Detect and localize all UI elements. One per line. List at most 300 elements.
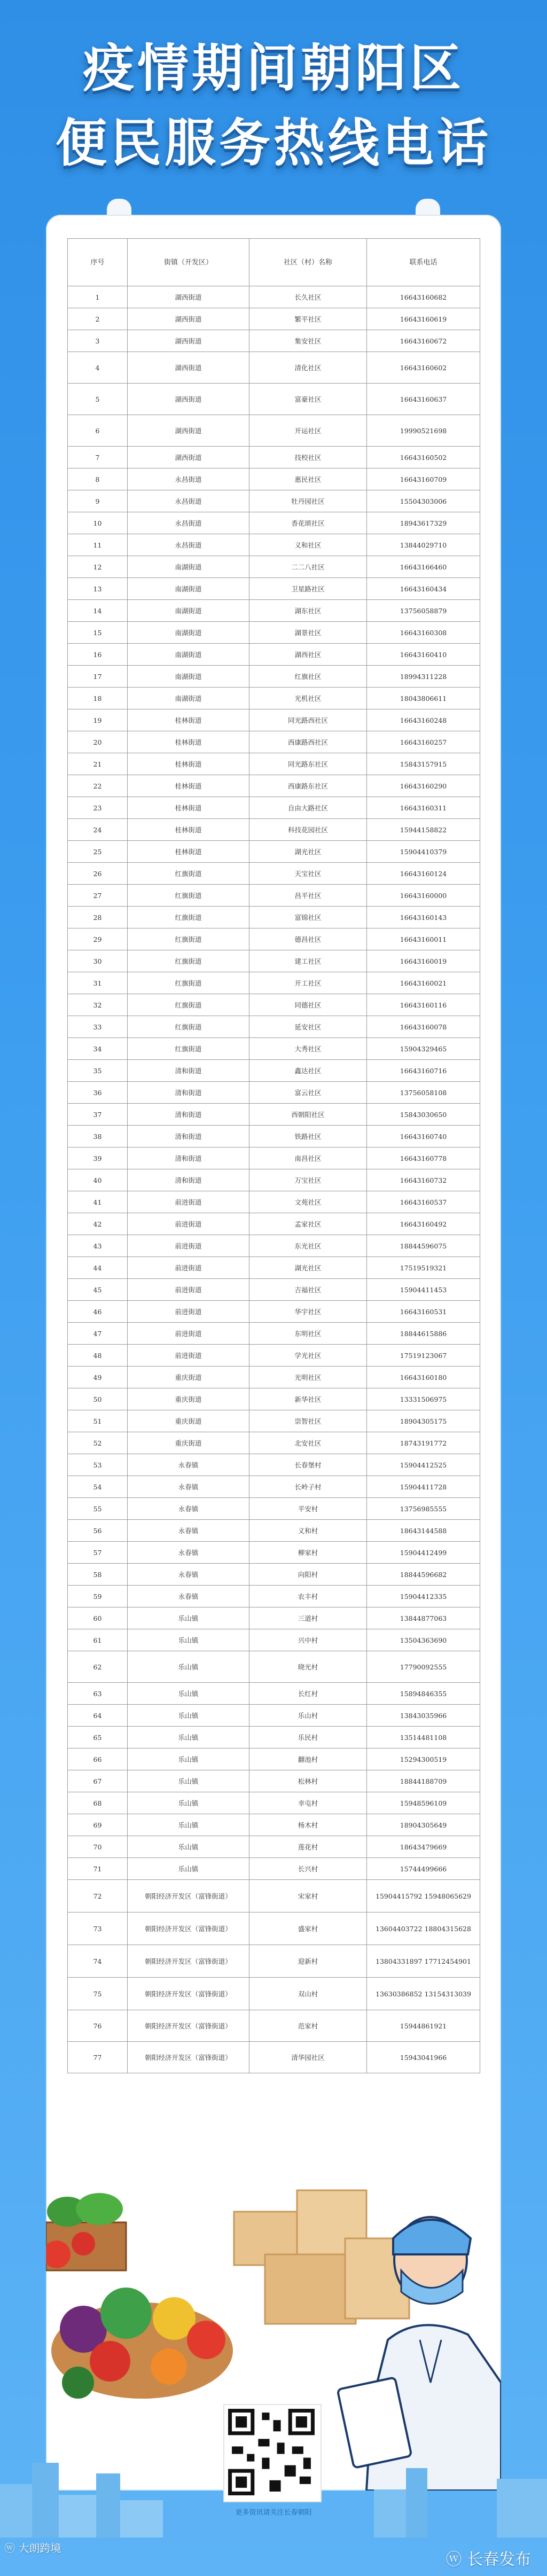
table-row [68,1191,480,1213]
subdistrict-cell: 南湖街道 [128,666,249,688]
phone-cell: 16643160143 [367,907,480,928]
row-number-cell: 37 [68,1104,128,1126]
community-cell: 自由大路社区 [249,797,367,819]
row-number-cell: 13 [68,578,128,600]
row-number-cell: 20 [68,731,128,753]
phone-cell: 17519519321 [367,1257,480,1279]
table-row [68,819,480,841]
phone-cell: 15904415792 15948065629 [367,1880,480,1913]
row-number-cell: 47 [68,1323,128,1345]
community-cell: 柳家村 [249,1542,367,1564]
community-cell: 迎新村 [249,1945,367,1978]
row-number-cell: 30 [68,950,128,972]
table-row [68,1388,480,1410]
phone-cell: 19990521698 [367,415,480,447]
row-number-cell: 29 [68,928,128,950]
subdistrict-cell: 重庆街道 [128,1388,249,1410]
community-cell: 富锦社区 [249,907,367,928]
community-cell: 香花颂社区 [249,512,367,534]
subdistrict-cell: 南湖街道 [128,556,249,578]
subdistrict-cell: 前进街道 [128,1191,249,1213]
community-cell: 红旗社区 [249,666,367,688]
community-cell: 义和社区 [249,534,367,556]
community-cell: 杨木村 [249,1814,367,1836]
row-number-cell: 71 [68,1858,128,1880]
phone-cell: 13804331897 17712454901 [367,1945,480,1978]
table-row [68,1345,480,1367]
phone-cell: 18743191772 [367,1432,480,1454]
subdistrict-cell: 朝阳经济开发区（富锋街道） [128,1880,249,1913]
table-row [68,384,480,415]
row-number-cell: 64 [68,1705,128,1727]
subdistrict-cell: 桂林街道 [128,709,249,731]
phone-cell: 16643160492 [367,1213,480,1235]
phone-cell: 15948596109 [367,1792,480,1814]
phone-cell: 16643160637 [367,384,480,415]
table-row [68,753,480,775]
community-cell: 农丰村 [249,1586,367,1607]
row-number-cell: 51 [68,1410,128,1432]
table-row [68,1367,480,1388]
subdistrict-cell: 永昌街道 [128,534,249,556]
community-cell: 向阳村 [249,1564,367,1586]
phone-cell: 13756058879 [367,600,480,622]
watermark-left: ⓦ 大朗跨境 [4,2542,61,2555]
subdistrict-cell: 红旗街道 [128,907,249,928]
table-row [68,1432,480,1454]
subdistrict-cell: 乐山镇 [128,1727,249,1748]
subdistrict-cell: 红旗街道 [128,928,249,950]
subdistrict-cell: 永春镇 [128,1564,249,1586]
community-cell: 湖景社区 [249,622,367,644]
table-row [68,1564,480,1586]
table-row [68,907,480,928]
phone-cell: 16643160021 [367,972,480,994]
community-cell: 西康路西社区 [249,731,367,753]
page-title-line1: 疫情期间朝阳区 [83,38,464,98]
table-row [68,1683,480,1705]
subdistrict-cell: 湖西街道 [128,352,249,384]
community-cell: 富豪社区 [249,384,367,415]
community-cell: 科技花园社区 [249,819,367,841]
community-cell: 晓光村 [249,1651,367,1683]
table-row [68,863,480,885]
phone-cell: 16643160537 [367,1191,480,1213]
community-cell: 乐民村 [249,1727,367,1748]
subdistrict-cell: 清和街道 [128,1104,249,1126]
table-row [68,1410,480,1432]
community-cell: 长岭子村 [249,1476,367,1498]
community-cell: 铁路社区 [249,1126,367,1148]
community-cell: 东明社区 [249,1323,367,1345]
subdistrict-cell: 永春镇 [128,1454,249,1476]
watermark-right: ⓦ 长春发布 [446,2550,531,2569]
community-cell: 卫星路社区 [249,578,367,600]
page-title-line2: 便民服务热线电话 [56,113,491,173]
subdistrict-cell: 前进街道 [128,1323,249,1345]
row-number-cell: 16 [68,644,128,666]
table-row [68,950,480,972]
phone-cell: 16643160248 [367,709,480,731]
qr-code-icon [224,2405,318,2499]
community-cell: 湖光社区 [249,841,367,863]
phone-cell: 13844029710 [367,534,480,556]
table-row [68,928,480,950]
vegetable-basket [51,2288,233,2399]
row-number-cell: 12 [68,556,128,578]
community-cell: 华宇社区 [249,1301,367,1323]
community-cell: 北安社区 [249,1432,367,1454]
table-row [68,1978,480,2010]
phone-cell: 15904411728 [367,1476,480,1498]
community-cell: 富云社区 [249,1082,367,1104]
community-cell: 长红村 [249,1683,367,1705]
phone-cell: 15904329465 [367,1038,480,1060]
community-cell: 天宝社区 [249,863,367,885]
row-number-cell: 14 [68,600,128,622]
community-cell: 西朝阳社区 [249,1104,367,1126]
row-number-cell: 25 [68,841,128,863]
phone-cell: 18994311228 [367,666,480,688]
phone-cell: 13504363690 [367,1629,480,1651]
community-cell: 长兴村 [249,1858,367,1880]
row-number-cell: 7 [68,447,128,469]
table-row [68,1880,480,1913]
table-row [68,1454,480,1476]
phone-cell: 18943617329 [367,512,480,534]
phone-cell: 15744499666 [367,1858,480,1880]
table-row [68,1814,480,1836]
table-row [68,1169,480,1191]
table-row [68,1792,480,1814]
community-cell: 同光路东社区 [249,753,367,775]
community-cell: 建工社区 [249,950,367,972]
table-row [68,709,480,731]
community-cell: 二二八社区 [249,556,367,578]
phone-cell: 15843030650 [367,1104,480,1126]
subdistrict-cell: 前进街道 [128,1301,249,1323]
subdistrict-cell: 乐山镇 [128,1814,249,1836]
table-row [68,1104,480,1126]
table-row [68,2010,480,2042]
row-number-cell: 28 [68,907,128,928]
subdistrict-cell: 前进街道 [128,1235,249,1257]
row-number-cell: 42 [68,1213,128,1235]
row-number-cell: 2 [68,308,128,330]
row-number-cell: 43 [68,1235,128,1257]
row-number-cell: 50 [68,1388,128,1410]
community-cell: 湖东社区 [249,600,367,622]
subdistrict-cell: 南湖街道 [128,578,249,600]
row-number-cell: 32 [68,994,128,1016]
community-cell: 牡丹园社区 [249,490,367,512]
table-row [68,1126,480,1148]
phone-cell: 16643160290 [367,775,480,797]
subdistrict-cell: 乐山镇 [128,1792,249,1814]
phone-cell: 15843157915 [367,753,480,775]
subdistrict-cell: 朝阳经济开发区（富锋街道） [128,1978,249,2010]
community-cell: 双山村 [249,1978,367,2010]
subdistrict-cell: 乐山镇 [128,1705,249,1727]
subdistrict-cell: 南湖街道 [128,600,249,622]
subdistrict-cell: 乐山镇 [128,1748,249,1770]
phone-cell: 17790092555 [367,1651,480,1683]
community-cell: 盛家村 [249,1913,367,1945]
phone-cell: 15904410379 [367,841,480,863]
community-cell: 吉福社区 [249,1279,367,1301]
community-cell: 幸屯村 [249,1792,367,1814]
table-row [68,1279,480,1301]
table-row [68,415,480,447]
community-cell: 三道村 [249,1607,367,1629]
community-cell: 孟家社区 [249,1213,367,1235]
row-number-cell: 46 [68,1301,128,1323]
phone-cell: 16643160619 [367,308,480,330]
table-row [68,1213,480,1235]
table-row [68,1038,480,1060]
table-row [68,600,480,622]
row-number-cell: 68 [68,1792,128,1814]
row-number-cell: 74 [68,1945,128,1978]
hotline-table [67,238,480,2073]
community-cell: 学光社区 [249,1345,367,1367]
row-number-cell: 60 [68,1607,128,1629]
community-cell: 万宝社区 [249,1169,367,1191]
phone-cell: 16643160709 [367,469,480,490]
phone-cell: 16643160531 [367,1301,480,1323]
row-number-cell: 22 [68,775,128,797]
vegetable-crate [46,2193,126,2270]
table-row [68,1858,480,1880]
subdistrict-cell: 桂林街道 [128,753,249,775]
community-cell: 平安村 [249,1498,367,1520]
subdistrict-cell: 湖西街道 [128,308,249,330]
community-cell: 翻池村 [249,1748,367,1770]
table-row [68,885,480,907]
table-row [68,534,480,556]
phone-cell: 16643160180 [367,1367,480,1388]
community-cell: 松林村 [249,1770,367,1792]
subdistrict-cell: 湖西街道 [128,415,249,447]
phone-cell: 15894846355 [367,1683,480,1705]
subdistrict-cell: 永春镇 [128,1586,249,1607]
community-cell: 宋家村 [249,1880,367,1913]
community-cell: 范家村 [249,2010,367,2042]
community-cell: 光明社区 [249,1367,367,1388]
community-cell: 崇智社区 [249,1410,367,1432]
row-number-cell: 77 [68,2042,128,2073]
table-row [68,447,480,469]
subdistrict-cell: 桂林街道 [128,731,249,753]
community-cell: 开运社区 [249,415,367,447]
row-number-cell: 61 [68,1629,128,1651]
community-cell: 长久社区 [249,286,367,308]
table-row [68,1913,480,1945]
subdistrict-cell: 乐山镇 [128,1858,249,1880]
row-number-cell: 73 [68,1913,128,1945]
table-row [68,1727,480,1748]
phone-cell: 16643160410 [367,644,480,666]
phone-cell: 18844615886 [367,1323,480,1345]
phone-cell: 18844188709 [367,1770,480,1792]
community-cell: 乐山村 [249,1705,367,1727]
subdistrict-cell: 重庆街道 [128,1367,249,1388]
row-number-cell: 33 [68,1016,128,1038]
phone-cell: 13331506975 [367,1388,480,1410]
table-row [68,2042,480,2073]
community-cell: 同光路西社区 [249,709,367,731]
subdistrict-cell: 乐山镇 [128,1607,249,1629]
row-number-cell: 3 [68,330,128,352]
subdistrict-cell: 湖西街道 [128,447,249,469]
row-number-cell: 56 [68,1520,128,1542]
table-row [68,1542,480,1564]
row-number-cell: 48 [68,1345,128,1367]
phone-cell: 13514481108 [367,1727,480,1748]
community-cell: 同德社区 [249,994,367,1016]
table-row [68,1257,480,1279]
row-number-cell: 57 [68,1542,128,1564]
phone-cell: 15504303006 [367,490,480,512]
row-number-cell: 65 [68,1727,128,1748]
phone-cell: 16643160116 [367,994,480,1016]
row-number-cell: 55 [68,1498,128,1520]
delivery-boxes [234,2190,409,2324]
row-number-cell: 4 [68,352,128,384]
table-row [68,1586,480,1607]
subdistrict-cell: 桂林街道 [128,819,249,841]
subdistrict-cell: 永春镇 [128,1498,249,1520]
phone-cell: 16643160502 [367,447,480,469]
table-row [68,622,480,644]
community-cell: 延安社区 [249,1016,367,1038]
row-number-cell: 5 [68,384,128,415]
community-cell: 昌平社区 [249,885,367,907]
table-row [68,1748,480,1770]
community-cell: 集安社区 [249,330,367,352]
community-cell: 莲花村 [249,1836,367,1858]
table-row [68,512,480,534]
community-cell: 技校社区 [249,447,367,469]
row-number-cell: 35 [68,1060,128,1082]
table-row [68,1016,480,1038]
phone-cell: 16643160740 [367,1126,480,1148]
row-number-cell: 67 [68,1770,128,1792]
subdistrict-cell: 前进街道 [128,1213,249,1235]
subdistrict-cell: 清和街道 [128,1126,249,1148]
row-number-cell: 41 [68,1191,128,1213]
table-row [68,1836,480,1858]
row-number-cell: 36 [68,1082,128,1104]
table-row [68,1082,480,1104]
phone-cell: 16643160011 [367,928,480,950]
column-header: 社区（村）名称 [249,239,367,286]
subdistrict-cell: 乐山镇 [128,1683,249,1705]
table-row [68,644,480,666]
row-number-cell: 62 [68,1651,128,1683]
subdistrict-cell: 清和街道 [128,1169,249,1191]
table-row [68,1235,480,1257]
row-number-cell: 69 [68,1814,128,1836]
subdistrict-cell: 朝阳经济开发区（富锋街道） [128,2042,249,2073]
subdistrict-cell: 南湖街道 [128,688,249,709]
row-number-cell: 21 [68,753,128,775]
phone-cell: 16643160308 [367,622,480,644]
row-number-cell: 76 [68,2010,128,2042]
row-number-cell: 70 [68,1836,128,1858]
phone-cell: 15904412335 [367,1586,480,1607]
community-cell: 东光社区 [249,1235,367,1257]
table-row [68,1607,480,1629]
community-cell: 新华社区 [249,1388,367,1410]
community-cell: 繁平社区 [249,308,367,330]
community-cell: 义和村 [249,1520,367,1542]
row-number-cell: 18 [68,688,128,709]
phone-cell: 15904412525 [367,1454,480,1476]
table-row [68,556,480,578]
subdistrict-cell: 朝阳经济开发区（富锋街道） [128,1945,249,1978]
row-number-cell: 45 [68,1279,128,1301]
subdistrict-cell: 乐山镇 [128,1651,249,1683]
subdistrict-cell: 红旗街道 [128,1038,249,1060]
subdistrict-cell: 乐山镇 [128,1836,249,1858]
table-row [68,1520,480,1542]
phone-cell: 16643160311 [367,797,480,819]
phone-cell: 16643160672 [367,330,480,352]
subdistrict-cell: 清和街道 [128,1148,249,1169]
table-row [68,1301,480,1323]
row-number-cell: 1 [68,286,128,308]
subdistrict-cell: 清和街道 [128,1060,249,1082]
phone-cell: 18643479669 [367,1836,480,1858]
row-number-cell: 24 [68,819,128,841]
subdistrict-cell: 红旗街道 [128,994,249,1016]
community-cell: 兴中村 [249,1629,367,1651]
subdistrict-cell: 清和街道 [128,1082,249,1104]
row-number-cell: 9 [68,490,128,512]
table-row [68,666,480,688]
row-number-cell: 44 [68,1257,128,1279]
phone-cell: 15944861921 [367,2010,480,2042]
phone-cell: 18844596682 [367,1564,480,1586]
subdistrict-cell: 南湖街道 [128,622,249,644]
row-number-cell: 6 [68,415,128,447]
subdistrict-cell: 前进街道 [128,1279,249,1301]
subdistrict-cell: 南湖街道 [128,644,249,666]
community-cell: 清华园社区 [249,2042,367,2073]
phone-cell: 16643160000 [367,885,480,907]
row-number-cell: 53 [68,1454,128,1476]
phone-cell: 16643160716 [367,1060,480,1082]
table-row [68,1945,480,1978]
phone-cell: 15943041966 [367,2042,480,2073]
phone-cell: 13756985555 [367,1498,480,1520]
row-number-cell: 58 [68,1564,128,1586]
qr-code[interactable] [223,2404,322,2502]
subdistrict-cell: 朝阳经济开发区（富锋街道） [128,1913,249,1945]
subdistrict-cell: 乐山镇 [128,1629,249,1651]
phone-cell: 16643160257 [367,731,480,753]
phone-cell: 17519123067 [367,1345,480,1367]
subdistrict-cell: 桂林街道 [128,775,249,797]
phone-cell: 16643160124 [367,863,480,885]
subdistrict-cell: 朝阳经济开发区（富锋街道） [128,2010,249,2042]
table-row [68,1705,480,1727]
table-row [68,775,480,797]
subdistrict-cell: 桂林街道 [128,841,249,863]
subdistrict-cell: 湖西街道 [128,384,249,415]
subdistrict-cell: 红旗街道 [128,1016,249,1038]
